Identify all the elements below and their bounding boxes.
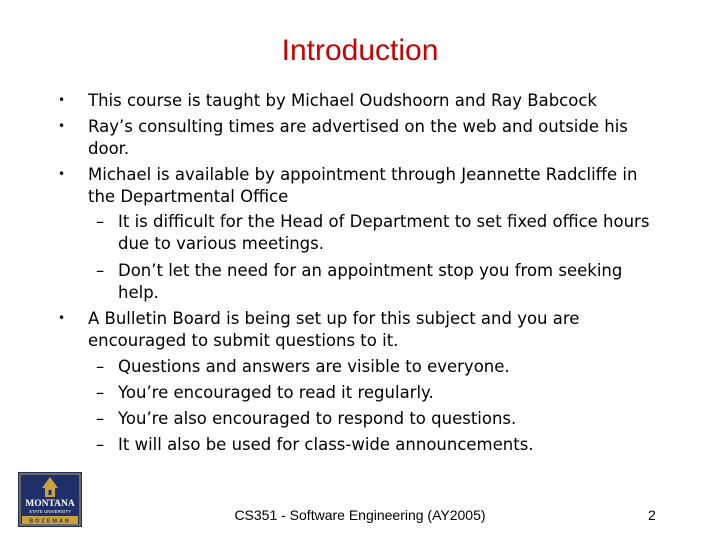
bullet-marker: • bbox=[58, 119, 66, 133]
sub-bullet-text: Questions and answers are visible to everyone. bbox=[118, 357, 510, 376]
bullet-text: Ray’s consulting times are advertised on the web and outside his door. bbox=[88, 117, 628, 158]
page-number: 2 bbox=[648, 507, 656, 523]
bullet-marker: • bbox=[58, 93, 66, 107]
bullet-text: This course is taught by Michael Oudshoorn and Ray Babcock bbox=[88, 91, 597, 110]
bullet-item bbox=[58, 116, 658, 159]
bullet-item bbox=[58, 164, 658, 207]
bullet-text: A Bulletin Board is being set up for this subject and you are encouraged to submit questions to it. bbox=[88, 309, 580, 350]
dash-marker: – bbox=[96, 261, 105, 280]
bullet-item bbox=[58, 90, 658, 112]
dash-marker: – bbox=[96, 435, 105, 454]
dash-marker: – bbox=[96, 409, 105, 428]
dash-marker: – bbox=[96, 212, 105, 231]
sub-bullet-item bbox=[96, 408, 658, 430]
slide-title: Introduction bbox=[281, 34, 439, 67]
sub-bullet-text: Don’t let the need for an appointment stop you from seeking help. bbox=[118, 261, 623, 302]
sub-bullet-item bbox=[96, 356, 658, 378]
logo-line-1: MONTANA bbox=[25, 499, 75, 509]
sub-bullet-item bbox=[96, 260, 658, 303]
sub-bullet-text: It is difficult for the Head of Department to set fixed office hours due to various meetings. bbox=[118, 212, 650, 253]
sub-bullet-text: You’re also encouraged to respond to questions. bbox=[118, 409, 517, 428]
sub-bullet-item bbox=[96, 434, 658, 456]
logo-line-3: BOZEMAN bbox=[29, 518, 71, 525]
sub-bullet-item bbox=[96, 211, 658, 254]
dash-marker: – bbox=[96, 357, 105, 376]
footer-course: CS351 - Software Engineering (AY2005) bbox=[234, 507, 486, 523]
bullet-item bbox=[58, 308, 658, 351]
montana-state-logo-icon bbox=[18, 472, 82, 527]
dash-marker: – bbox=[96, 383, 105, 402]
bullet-marker: • bbox=[58, 311, 66, 325]
sub-bullet-item bbox=[96, 382, 658, 404]
sub-bullet-text: You’re encouraged to read it regularly. bbox=[118, 383, 434, 402]
bullet-text: Michael is available by appointment through Jeannette Radcliffe in the Departmental Office bbox=[88, 165, 638, 206]
logo-line-2: STATE UNIVERSITY bbox=[28, 509, 72, 514]
university-logo bbox=[18, 472, 82, 527]
bullet-marker: • bbox=[58, 167, 66, 181]
sub-bullet-text: It will also be used for class-wide announcements. bbox=[118, 435, 534, 454]
